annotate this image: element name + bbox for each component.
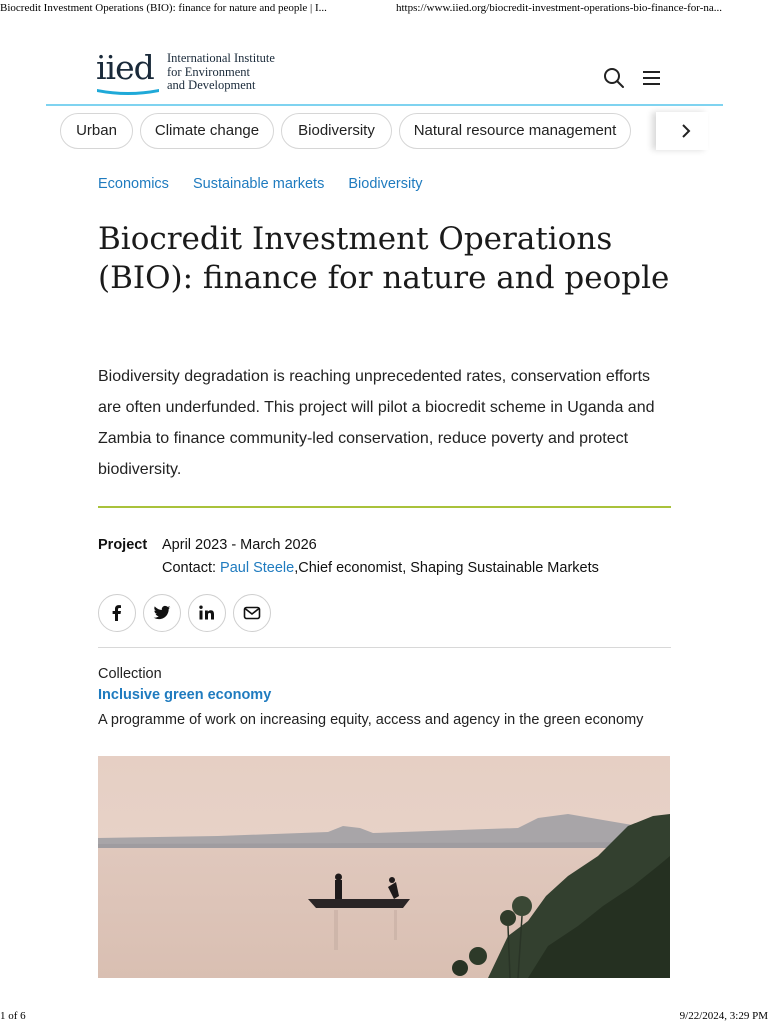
divider bbox=[98, 506, 671, 508]
contact-name-link[interactable]: Paul Steele bbox=[220, 560, 295, 576]
collection-block bbox=[98, 664, 671, 734]
logo-org-name: International Institute for Environment and Development bbox=[167, 51, 275, 92]
search-button[interactable] bbox=[602, 66, 626, 90]
print-header bbox=[0, 0, 768, 18]
breadcrumb-economics[interactable]: Economics bbox=[98, 176, 169, 192]
project-dates: April 2023 - March 2026 bbox=[162, 537, 317, 553]
print-page-url: https://www.iied.org/biocredit-investment-operations-bio-finance-for-na... bbox=[396, 2, 723, 14]
print-page-number: 1 of 6 bbox=[0, 1010, 26, 1022]
site-header bbox=[46, 40, 723, 106]
collection-title-link[interactable]: Inclusive green economy bbox=[98, 687, 272, 703]
project-contact bbox=[162, 557, 599, 580]
project-label: Project bbox=[98, 537, 148, 553]
breadcrumb-sustainable-markets[interactable]: Sustainable markets bbox=[192, 176, 325, 192]
topic-chip-biodiversity[interactable]: Biodiversity bbox=[281, 113, 392, 149]
breadcrumb-biodiversity[interactable]: Biodiversity bbox=[348, 176, 423, 192]
share-email-button[interactable] bbox=[233, 594, 271, 632]
email-icon bbox=[243, 604, 261, 622]
hero-image bbox=[98, 756, 670, 978]
print-page-title: Biocredit Investment Operations (BIO): finance for nature and people | I... bbox=[0, 2, 327, 14]
collection-label: Collection bbox=[98, 666, 162, 682]
logo-wordmark: iied bbox=[96, 48, 154, 87]
topic-chip-urban[interactable]: Urban bbox=[60, 113, 133, 149]
share-linkedin-button[interactable] bbox=[188, 594, 226, 632]
collection-description: A programme of work on increasing equity, access and agency in the green economy bbox=[98, 712, 644, 728]
divider bbox=[98, 647, 671, 648]
search-icon bbox=[602, 66, 626, 90]
page-title: Biocredit Investment Operations (BIO): finance for nature and people bbox=[98, 221, 670, 296]
linkedin-icon bbox=[198, 604, 216, 622]
topics-next-button[interactable] bbox=[656, 112, 708, 150]
topic-chip-natural-resource-management[interactable]: Natural resource management bbox=[399, 113, 631, 149]
chevron-right-icon bbox=[680, 123, 692, 139]
hamburger-menu-icon bbox=[640, 66, 664, 90]
topic-chip-climate-change[interactable]: Climate change bbox=[140, 113, 274, 149]
menu-button[interactable] bbox=[640, 66, 664, 90]
print-datetime: 9/22/2024, 3:29 PM bbox=[679, 1010, 768, 1022]
share-twitter-button[interactable] bbox=[143, 594, 181, 632]
logo-swoosh-icon bbox=[96, 86, 160, 98]
share-facebook-button[interactable] bbox=[98, 594, 136, 632]
twitter-icon bbox=[153, 604, 171, 622]
contact-role: ,Chief economist, Shaping Sustainable Markets bbox=[294, 560, 599, 576]
iied-logo[interactable] bbox=[96, 50, 296, 98]
contact-prefix: Contact: bbox=[162, 560, 221, 576]
article-summary: Biodiversity degradation is reaching unprecedented rates, conservation efforts are often underfunded. This project will pilot a biocredit scheme in Uganda and Zambia to finance community-led conservation, reduce poverty and protect biodiversity. bbox=[98, 368, 655, 478]
lake-canoe-photo bbox=[98, 756, 670, 978]
breadcrumb bbox=[98, 176, 443, 192]
topic-bar bbox=[46, 112, 723, 152]
facebook-icon bbox=[108, 604, 126, 622]
print-footer bbox=[0, 1010, 768, 1024]
